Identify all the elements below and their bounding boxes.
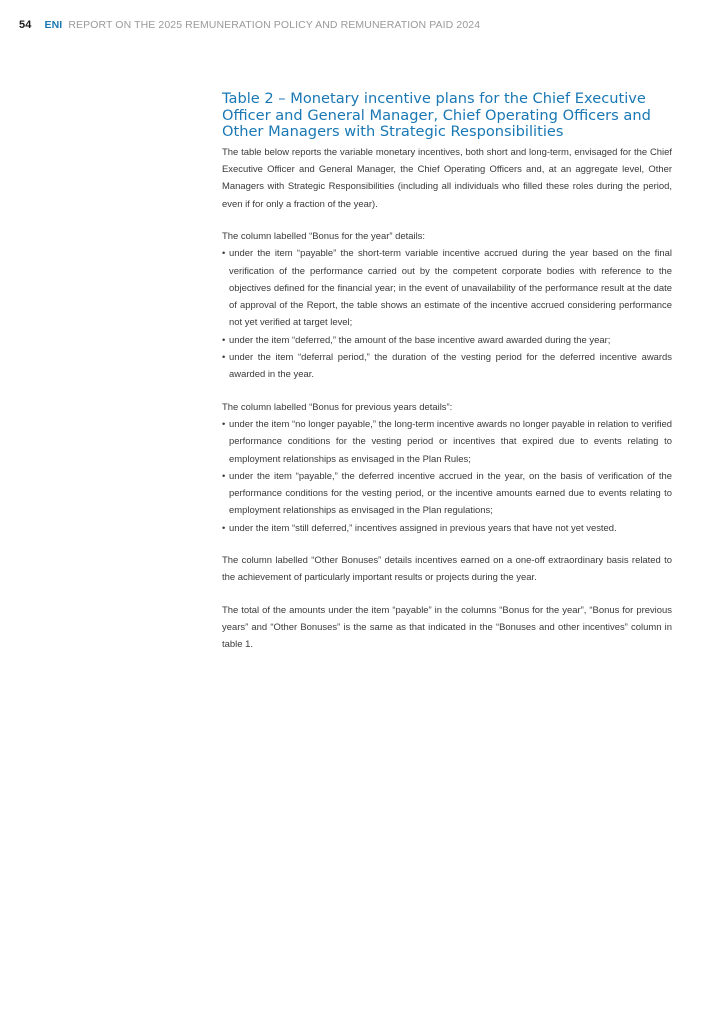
section-title: Table 2 – Monetary incentive plans for the Chief Executive Officer and General Manager, Chief Operating Officers and Other Managers with Strategic Responsibilities [222,90,651,141]
brand-name: ENI [44,19,63,31]
section-content [222,91,672,654]
list-item: • under the item “deferral period,” the duration of the vesting period for the deferred incentive awards awarded in the year. [222,349,672,384]
bonus-prev-lead: The column labelled “Bonus for previous years details”: [222,401,453,413]
bonus-year-list [222,245,672,383]
total-note-paragraph: The total of the amounts under the item “payable” in the columns “Bonus for the year”, “Bonus for previous years” and “Other Bonuses” is the same as that indicated in the “Bonuses and other incentives” column in table 1. [222,604,672,651]
list-item: • under the item “payable,” the deferred incentive accrued in the year, on the basis of verification of the performance conditions for the vesting period, or the incentive amounts earned due to events relating to employment relationships as envisaged in the Plan regulations; [222,468,672,520]
list-item: • under the item “payable” the short-term variable incentive accrued during the year based on the final verification of the performance carried out by the competent corporate bodies with reference to the objectives defined for the financial year; in the event of unavailability of the performance result at the date of approval of the Report, the table shows an estimate of the incentive accrued considering performance not yet verified at target level; [222,245,672,331]
report-title: REPORT ON THE 2025 REMUNERATION POLICY AND REMUNERATION PAID 2024 [68,19,481,31]
list-item: • under the item “still deferred,” incentives assigned in previous years that have not yet vested. [222,520,672,537]
intro-paragraph: The table below reports the variable monetary incentives, both short and long-term, envisaged for the Chief Executive Officer and General Manager, the Chief Operating Officers and, at an aggregate level, Other Managers with Strategic Responsibilities (including all individuals who filled these roles during the period, even if for only a fraction of the year). [222,146,672,210]
list-item: • under the item “deferred,” the amount of the base incentive award awarded during the year; [222,332,672,349]
other-bonuses-paragraph: The column labelled “Other Bonuses” details incentives earned on a one-off extraordinary basis related to the achievement of particularly important results or projects during the year. [222,555,672,584]
bonus-prev-list [222,416,672,537]
page-header [19,19,480,31]
list-item: • under the item “no longer payable,” the long-term incentive awards no longer payable in relation to verified performance conditions for the vesting period or incentives that expired due to events relating to employment relationships as envisaged in the Plan Rules; [222,416,672,468]
page-number: 54 [19,19,32,31]
bonus-year-lead: The column labelled “Bonus for the year” details: [222,230,426,242]
